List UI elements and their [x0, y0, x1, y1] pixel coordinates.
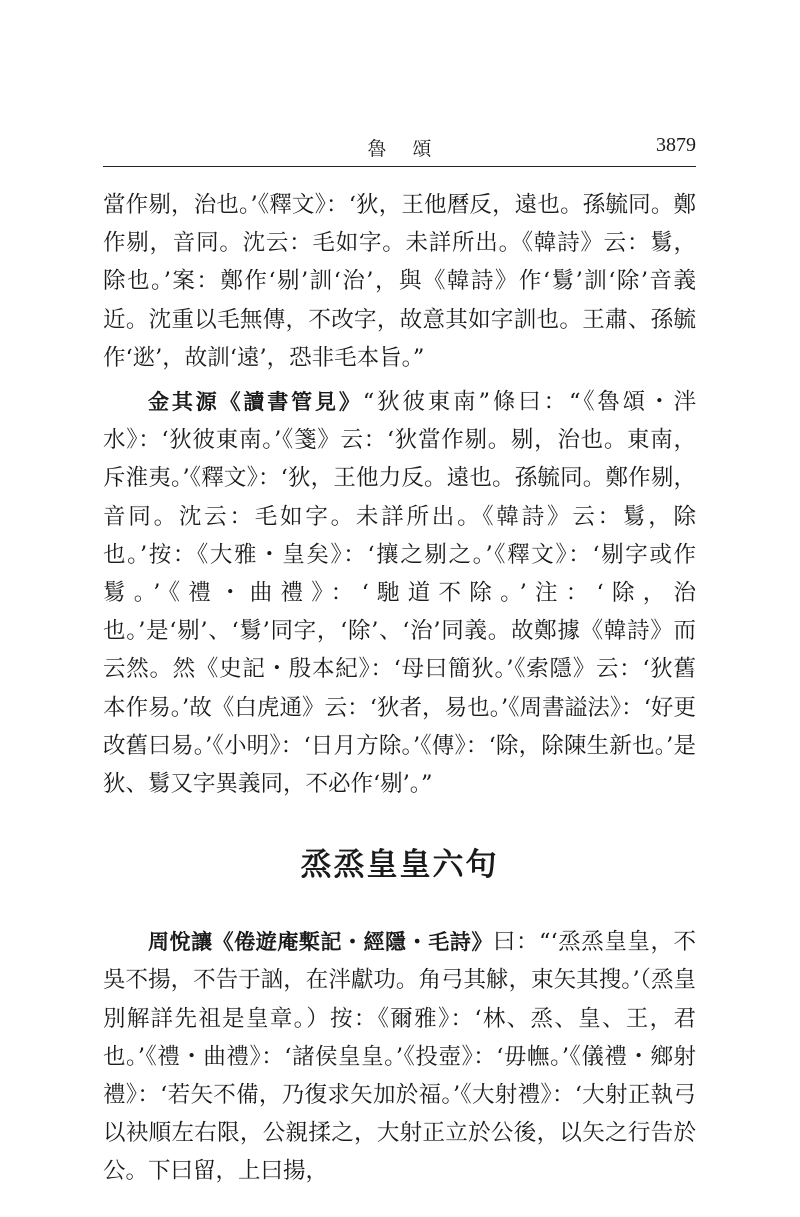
cited-work: 《倦遊庵槧記・經隱・毛詩》 [212, 930, 493, 955]
running-title: 魯頌 [367, 138, 458, 160]
cited-author: 金其源 [148, 390, 220, 415]
cited-work: 《讀書管見》 [219, 390, 363, 415]
page-body [103, 186, 696, 1191]
paragraph-text: 當作剔，治也。’《釋文》：‘狄，王他曆反，遠也。孫毓同。鄭作剔，音同。沈云：毛如字。未詳所出。《韓詩》云：鬄，除也。’案：鄭作‘剔’訓‘治’，與《韓詩》作‘鬄’訓‘除’音義近。沈重以毛無傳，不改字，故意其如字訓也。王肅、孫毓作‘逖’，故訓‘遠’，恐非毛本旨。” [103, 192, 696, 371]
body-paragraph [103, 383, 696, 803]
body-paragraph [103, 923, 696, 1190]
running-header [103, 132, 696, 167]
paragraph-text: 曰：“‘烝烝皇皇，不吳不揚，不告于訩，在泮獻功。角弓其觩，束矢其搜。’（烝皇別解詳先祖是皇章。）按：《爾雅》：‘林、烝、皇、王，君也。’《禮・曲禮》：‘諸侯皇皇。’《投壺》：‘毋幠。’《儀禮・鄉射禮》：‘若矢不備，乃復求矢加於福。’《大射禮》：‘大射正執弓以袂順左右限，公親揉之，大射正立於公後，以矢之行告於公。下曰留，上曰揚， [103, 929, 697, 1185]
body-paragraph [103, 186, 696, 377]
paragraph-text: “狄彼東南”條曰：“《魯頌・泮水》：‘狄彼東南。’《箋》云：‘狄當作剔。剔，治也。東南，斥淮夷。’《釋文》：‘狄，王他力反。遠也。孫毓同。鄭作剔，音同。沈云：毛如字。未詳所出。《韓詩》云：鬄，除也。’按：《大雅・皇矣》：‘攘之剔之。’《釋文》：‘剔字或作鬄。’《禮・曲禮》：‘馳道不除。’注：‘除，治也。’是‘剔’、‘鬄’同字，‘除’、‘治’同義。故鄭據《韓詩》而云然。然《史記・殷本紀》：‘母曰簡狄。’《索隱》云：‘狄舊本作易。’故《白虎通》云：‘狄者，易也。’《周書謚法》：‘好更改舊曰易。’《小明》：‘日月方除。’《傳》：‘除，除陳生新也。’是狄、鬄又字異義同，不必作‘剔’。” [103, 389, 697, 798]
page-number: 3879 [656, 134, 696, 156]
section-heading: 烝烝皇皇六句 [300, 847, 499, 884]
cited-author: 周悅讓 [148, 930, 213, 955]
